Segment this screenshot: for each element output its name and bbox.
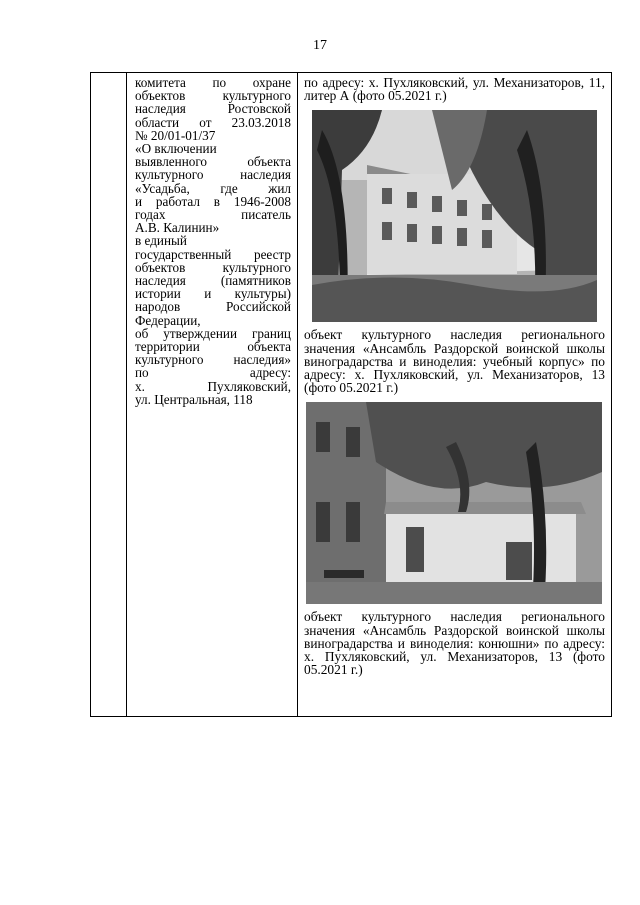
document-text-line: ул. Центральная, 118 [135, 391, 253, 407]
document-text-line: х. Пухляковский, [135, 378, 291, 394]
document-text-line: области от 23.03.2018 [135, 114, 291, 130]
document-text-line: истории и культуры) [135, 286, 291, 302]
address-text: по адресу: х. Пухляковский, ул. Механизаторов, 11, литер А (фото 05.2021 г.) [304, 75, 605, 104]
document-text-line: наследия Ростовской [135, 101, 291, 117]
photo-stables-image [306, 402, 602, 604]
document-text-line: Федерации, [135, 312, 201, 328]
photo-stables-caption: объект культурного наследия регионального значения «Ансамбль Раздорской воинской школы виноградарства и виноделия: конюшни» по адресу: х. Пухляковский, ул. Механизаторов, 13 (фото 05.2021 г.) [304, 609, 605, 678]
document-text-line: по адресу: [135, 365, 291, 381]
document-text-line: об утверждении границ [135, 325, 291, 341]
document-text-line: культурного наследия» [135, 352, 291, 368]
document-text-line: выявленного объекта [135, 154, 291, 170]
document-text-line: государственный реестр [135, 246, 291, 262]
photo-stables [306, 402, 605, 604]
document-text-line: А.В. Калинин» [135, 220, 220, 236]
document-text-line: наследия (памятников [135, 273, 291, 289]
document-text-line: объектов культурного [135, 259, 291, 275]
photo-training-building-image [312, 110, 597, 322]
document-text-line: «Усадьба, где жил [135, 180, 291, 196]
photo-training-building [312, 110, 605, 322]
table-cell-number [91, 73, 127, 716]
document-text-line: объектов культурного [135, 88, 291, 104]
table-cell-document [127, 73, 298, 716]
document-text-line: культурного наследия [135, 167, 291, 183]
photo-training-building-caption: объект культурного наследия регионального значения «Ансамбль Раздорской воинской школы виноградарства и виноделия: учебный корпус» по адресу: х. Пухляковский, ул. Механизаторов, 13 (фото 05.2021 г.) [304, 327, 605, 396]
document-text-line: годах писатель [135, 207, 291, 223]
document-text-line: «О включении [135, 141, 217, 157]
document-text-line: № 20/01-01/37 [135, 127, 216, 143]
document-table [90, 72, 612, 717]
document-text-line: в единый [135, 233, 187, 249]
document-text-line: комитета по охране [135, 75, 291, 90]
document-text-line: и работал в 1946-2008 [135, 193, 291, 209]
table-cell-photos [298, 73, 611, 716]
document-text-line: территории объекта [135, 339, 291, 355]
document-text-line: народов Российской [135, 299, 291, 315]
page-number: 17 [313, 38, 327, 53]
